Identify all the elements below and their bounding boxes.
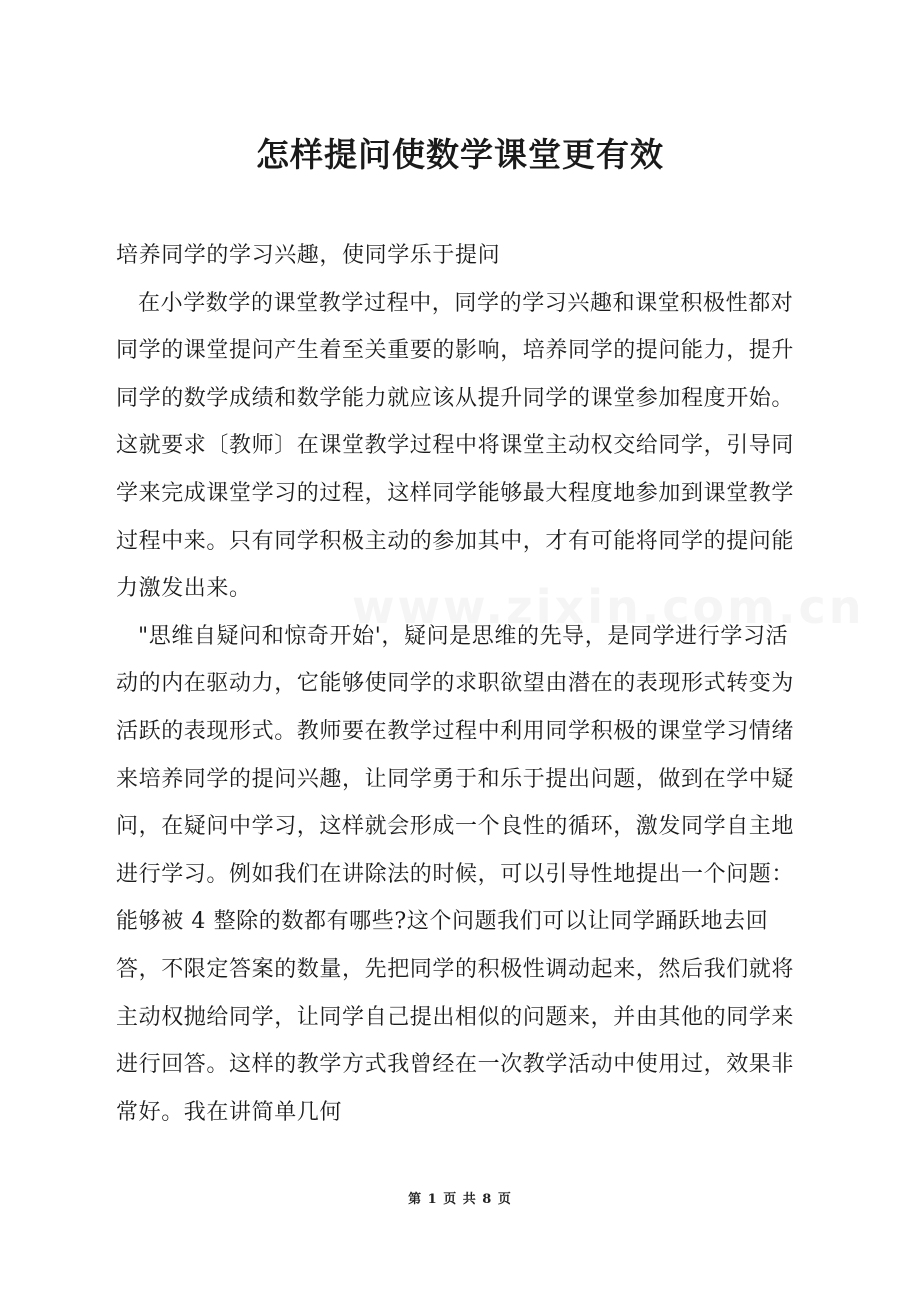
- document-title: 怎样提问使数学课堂更有效: [256, 135, 664, 174]
- document-body: [116, 232, 810, 1136]
- paragraph-1: 在小学数学的课堂教学过程中，同学的学习兴趣和课堂积极性都对同学的课堂提问产生着至关重要的影响，培养同学的提问能力，提升同学的数学成绩和数学能力就应该从提升同学的课堂参加程度开始。这就要求〔教师〕在课堂教学过程中将课堂主动权交给同学，引导同学来完成课堂学习的过程，这样同学能够最大程度地参加到课堂教学过程中来。只有同学积极主动的参加其中，才有可能将同学的提问能力激发出来。: [116, 290, 795, 602]
- watermark: www.zixin.com.cn: [352, 580, 865, 634]
- section-heading: 培养同学的学习兴趣，使同学乐于提问: [116, 243, 501, 268]
- page-number: 第 1 页 共 8 页: [408, 1192, 512, 1207]
- paragraph-2: "思维自疑问和惊奇开始'，疑问是思维的先导，是同学进行学习活动的内在驱动力，它能够使同学的求职欲望由潜在的表现形式转变为活跃的表现形式。教师要在教学过程中利用同学积极的课堂学习情绪来培养同学的提问兴趣，让同学勇于和乐于提出问题，做到在学中疑问，在疑问中学习，这样就会形成一个良性的循环，激发同学自主地进行学习。例如我们在讲除法的时候，可以引导性地提出一个问题：能够被 4 整除的数都有哪些?这个问题我们可以让同学踊跃地去回答，不限定答案的数量，先把同学的积极性调动起来，然后我们就将主动权抛给同学，让同学自己提出相似的问题来，并由其他的同学来进行回答。这样的教学方式我曾经在一次教学活动中使用过，效果非常好。我在讲简单几何: [116, 623, 795, 1125]
